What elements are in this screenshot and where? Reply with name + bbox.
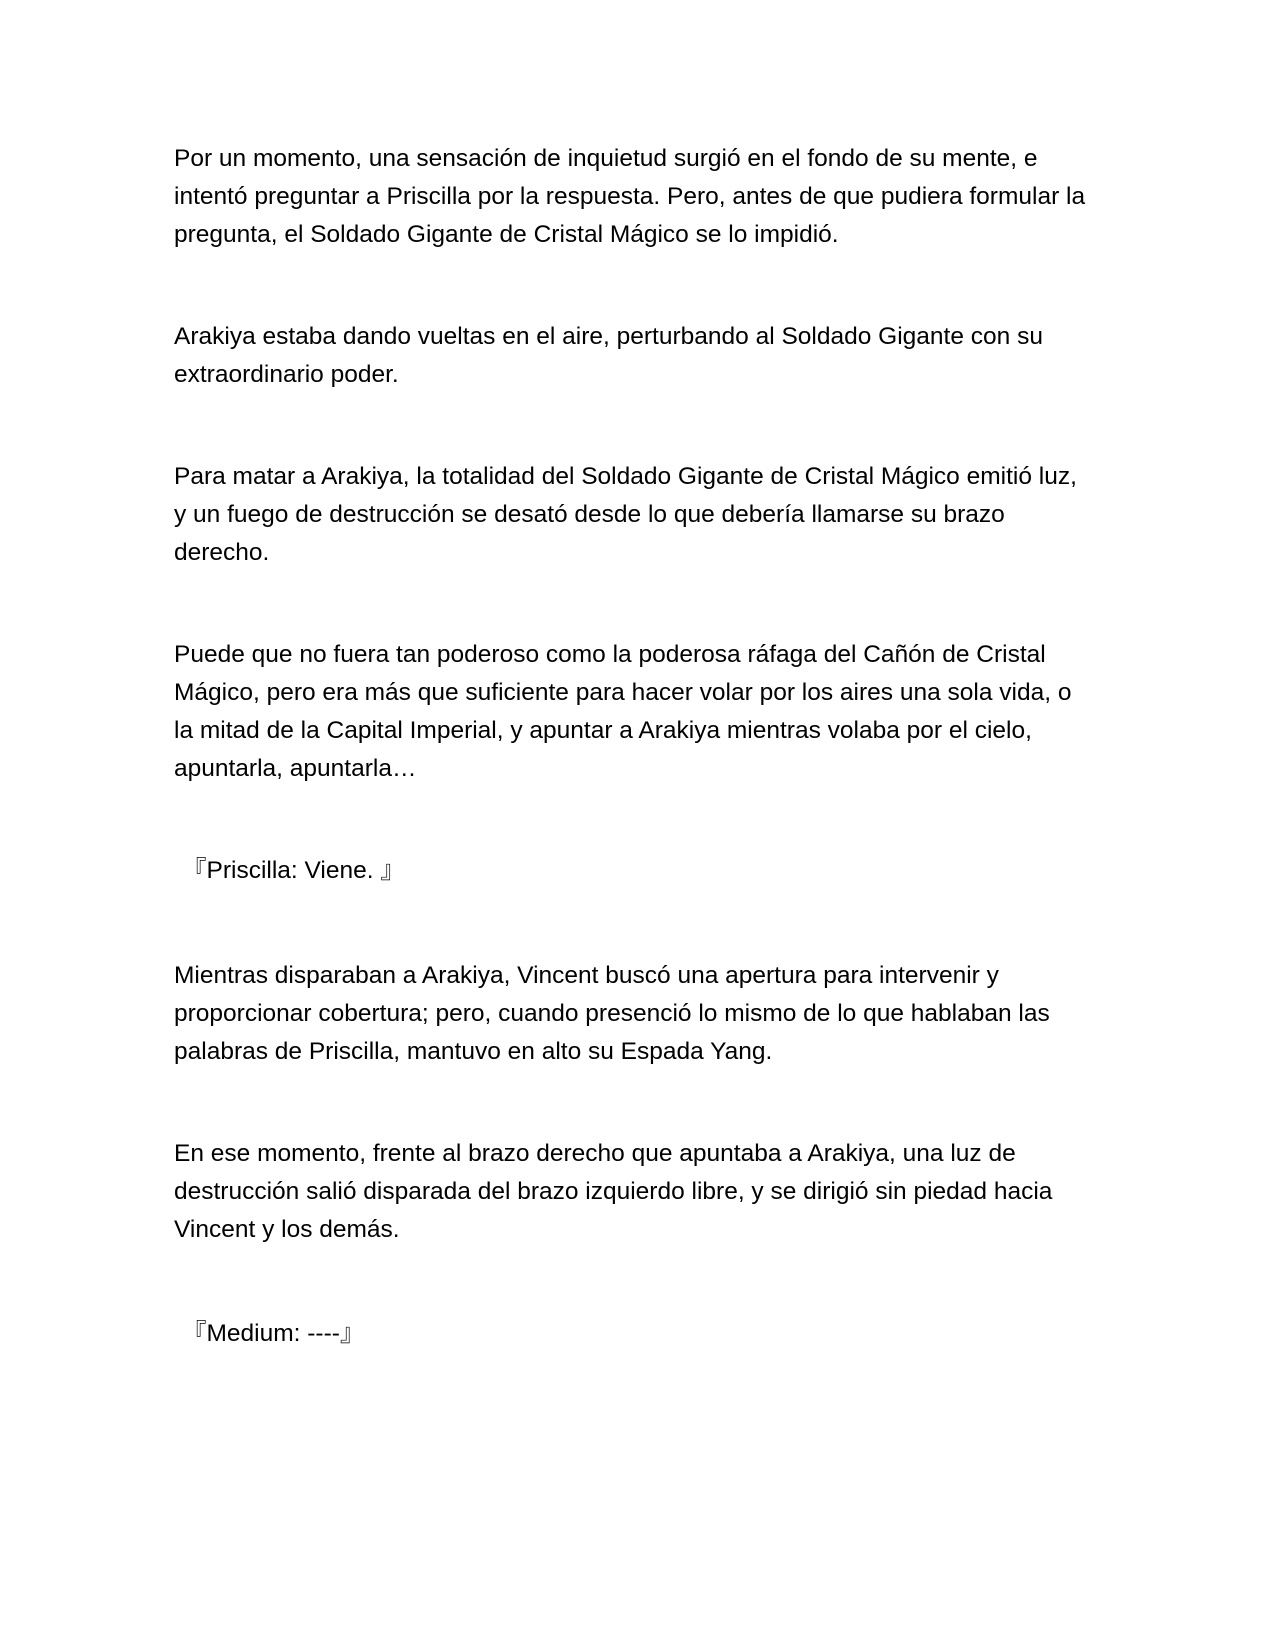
dialogue-priscilla: 『Priscilla: Viene. 』: [182, 857, 405, 884]
paragraph-1: Por un momento, una sensación de inquietud surgió en el fondo de su mente, e intentó preguntar a Priscilla por la respuesta. Pero, antes de que pudiera formular la pregunta, el Soldado Gigante de Cristal Mágico se lo impidió.: [174, 145, 1086, 248]
paragraph-5: Mientras disparaban a Arakiya, Vincent buscó una apertura para intervenir y proporcionar cobertura; pero, cuando presenció lo mismo de lo que hablaban las palabras de Priscilla, mantuvo en alto su Espada Yang.: [174, 962, 1050, 1065]
paragraph-6: En ese momento, frente al brazo derecho que apuntaba a Arakiya, una luz de destrucción salió disparada del brazo izquierdo libre, y se dirigió sin piedad hacia Vincent y los demás.: [174, 1140, 1053, 1243]
paragraph-2: Arakiya estaba dando vueltas en el aire, perturbando al Soldado Gigante con su extraordinario poder.: [174, 323, 1043, 388]
dialogue-medium: 『Medium: ----』: [182, 1320, 365, 1347]
paragraph-3: Para matar a Arakiya, la totalidad del Soldado Gigante de Cristal Mágico emitió luz, y un fuego de destrucción se desató desde lo que debería llamarse su brazo derecho.: [174, 463, 1077, 566]
paragraph-4: Puede que no fuera tan poderoso como la poderosa ráfaga del Cañón de Cristal Mágico, pero era más que suficiente para hacer volar por los aires una sola vida, o la mitad de la Capital Imperial, y apuntar a Arakiya mientras volaba por el cielo, apuntarla, apuntarla…: [174, 641, 1072, 782]
